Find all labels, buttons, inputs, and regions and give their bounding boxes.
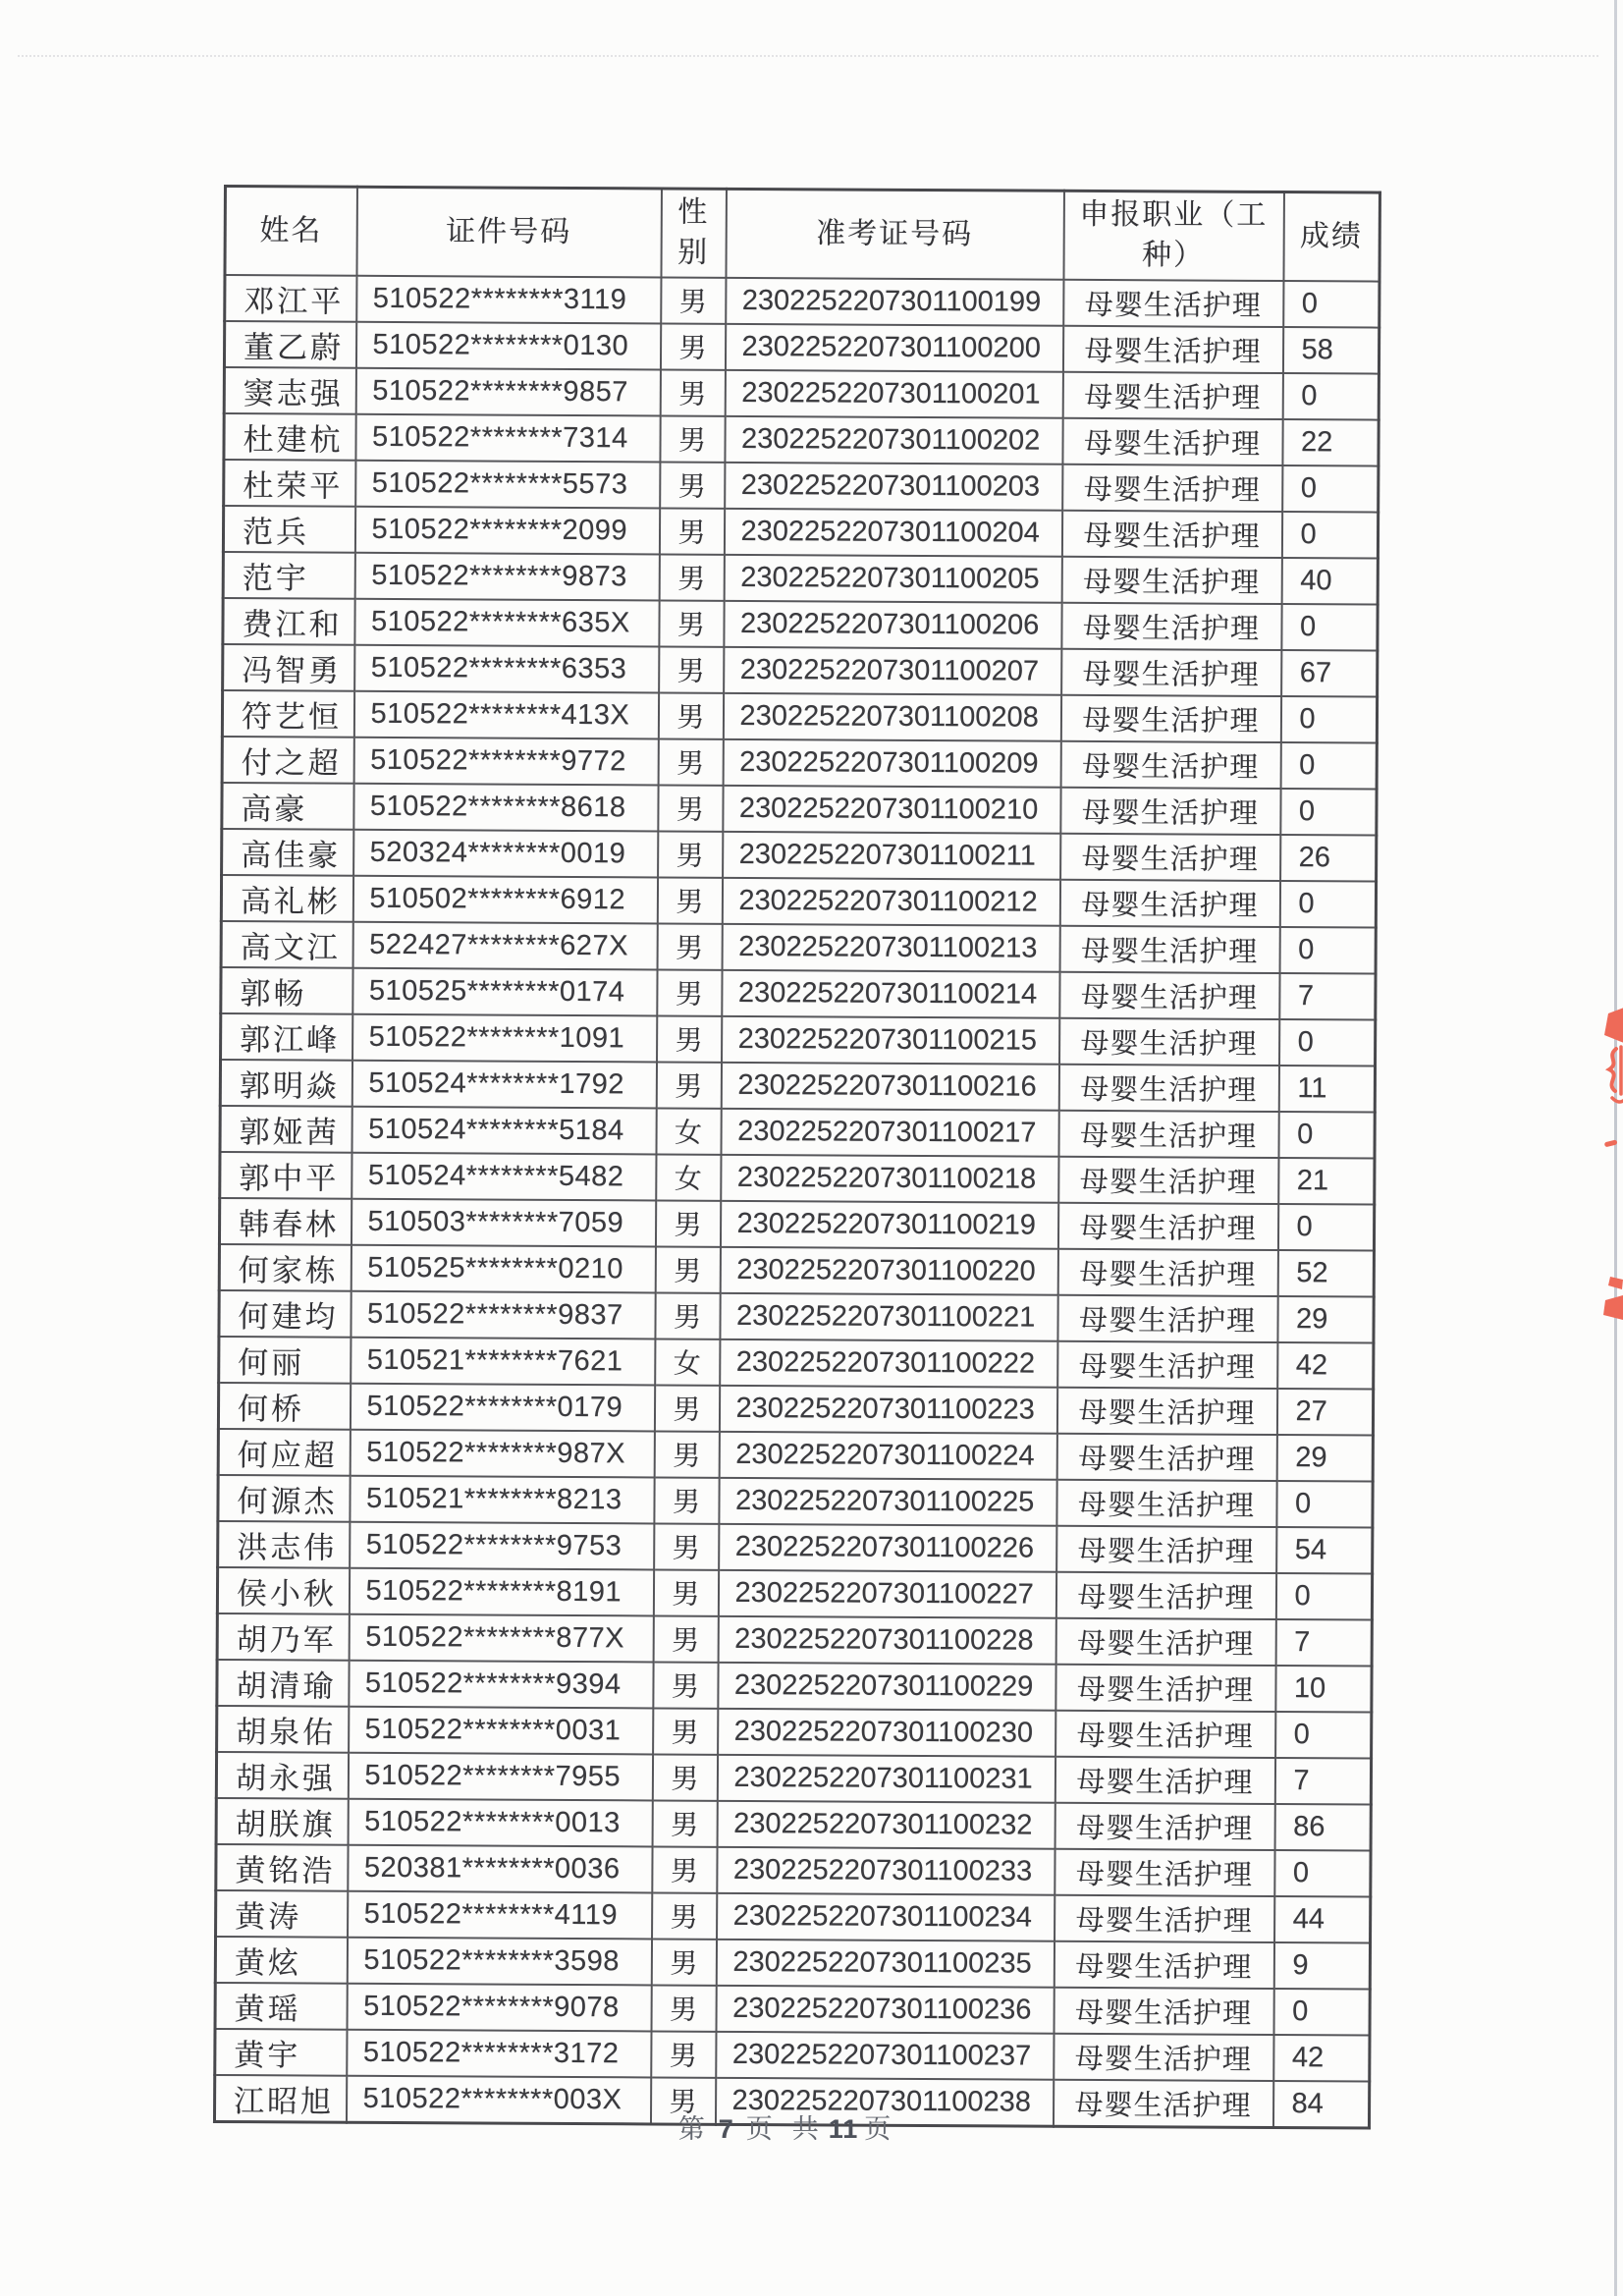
- cell-occupation: 母婴生活护理: [1061, 648, 1281, 695]
- table-row: [215, 1936, 1370, 1989]
- cell-score: 86: [1274, 1804, 1371, 1851]
- cell-score: 21: [1278, 1158, 1375, 1205]
- cell-name: 高文江: [221, 920, 352, 967]
- cell-score: 42: [1277, 1342, 1374, 1390]
- cell-name: 韩春林: [219, 1197, 351, 1244]
- header-ticket-number: 准考证号码: [726, 189, 1063, 279]
- cell-name: 黄瑶: [215, 1982, 347, 2029]
- cell-name: 高礼彬: [221, 874, 352, 921]
- cell-score: 0: [1277, 1204, 1374, 1251]
- cell-score: 29: [1277, 1296, 1374, 1343]
- red-seal-fragment: [1595, 1008, 1623, 1155]
- cell-name: 黄宇: [215, 2028, 347, 2075]
- cell-id-number: 510522********3119: [356, 275, 661, 323]
- cell-id-number: 510522********0031: [349, 1706, 653, 1754]
- cell-gender: 女: [655, 1339, 720, 1385]
- cell-gender: 男: [653, 1662, 718, 1708]
- cell-score: 0: [1275, 1573, 1372, 1620]
- cell-score: 26: [1280, 835, 1377, 882]
- cell-id-number: 510521********7621: [351, 1337, 655, 1385]
- cell-ticket-number: 2302252207301100219: [720, 1200, 1057, 1248]
- cell-name: 何丽: [219, 1336, 351, 1383]
- cell-name: 侯小秋: [217, 1566, 349, 1613]
- cell-id-number: 510524********5184: [352, 1106, 656, 1154]
- cell-score: 67: [1281, 650, 1378, 697]
- cell-ticket-number: 2302252207301100236: [716, 1985, 1054, 2033]
- cell-gender: 男: [654, 1523, 719, 1569]
- cell-ticket-number: 2302252207301100209: [723, 738, 1060, 787]
- cell-gender: 女: [656, 1108, 721, 1154]
- cell-gender: 男: [651, 1985, 716, 2031]
- cell-ticket-number: 2302252207301100221: [720, 1292, 1057, 1340]
- cell-occupation: 母婴生活护理: [1055, 1802, 1274, 1849]
- table-row: [224, 460, 1379, 513]
- cell-occupation: 母婴生活护理: [1055, 1894, 1274, 1941]
- cell-gender: 男: [654, 1431, 719, 1477]
- cell-ticket-number: 2302252207301100212: [722, 877, 1059, 925]
- cell-name: 郭中平: [220, 1151, 352, 1198]
- cell-score: 58: [1282, 327, 1379, 374]
- cell-occupation: 母婴生活护理: [1063, 279, 1283, 326]
- cell-score: 27: [1276, 1389, 1373, 1436]
- table-row: [224, 367, 1379, 420]
- cell-ticket-number: 2302252207301100207: [724, 646, 1061, 694]
- cell-occupation: 母婴生活护理: [1056, 1525, 1276, 1572]
- cell-score: 0: [1276, 1481, 1373, 1528]
- header-name: 姓名: [225, 187, 357, 276]
- cell-id-number: 510522********8618: [353, 783, 658, 831]
- cell-id-number: 510522********0130: [355, 321, 660, 369]
- cell-gender: 男: [653, 1569, 718, 1615]
- cell-ticket-number: 2302252207301100222: [720, 1339, 1057, 1387]
- cell-occupation: 母婴生活护理: [1060, 787, 1280, 834]
- cell-ticket-number: 2302252207301100225: [719, 1477, 1056, 1525]
- cell-ticket-number: 2302252207301100213: [722, 923, 1059, 971]
- scan-artifact-line: [18, 55, 1598, 57]
- cell-gender: 男: [660, 369, 725, 415]
- footer-total-word: 页: [864, 2114, 893, 2144]
- cell-name: 杜建杭: [224, 413, 355, 461]
- footer-total-pages: 11: [828, 2114, 859, 2144]
- cell-name: 郭娅茜: [220, 1105, 352, 1152]
- cell-name: 范兵: [223, 506, 354, 553]
- cell-score: 0: [1280, 742, 1377, 790]
- cell-name: 洪志伟: [218, 1520, 350, 1567]
- cell-score: 7: [1279, 973, 1376, 1020]
- cell-occupation: 母婴生活护理: [1055, 1710, 1275, 1757]
- cell-name: 费江和: [223, 598, 354, 645]
- cell-occupation: 母婴生活护理: [1057, 1294, 1277, 1341]
- cell-occupation: 母婴生活护理: [1057, 1202, 1277, 1249]
- cell-id-number: 510522********0179: [350, 1383, 654, 1431]
- cell-id-number: 510521********8213: [350, 1475, 654, 1523]
- cell-gender: 女: [656, 1154, 721, 1200]
- table-row: [223, 506, 1378, 559]
- cell-name: 江昭旭: [214, 2074, 346, 2121]
- table-row: [217, 1705, 1372, 1758]
- cell-id-number: 510522********6353: [354, 644, 659, 692]
- cell-occupation: 母婴生活护理: [1062, 417, 1282, 465]
- cell-gender: 男: [651, 2031, 716, 2077]
- cell-id-number: 510522********1091: [352, 1013, 657, 1062]
- cell-score: 42: [1273, 2034, 1370, 2081]
- cell-id-number: 510522********9078: [347, 1983, 651, 2031]
- cell-name: 胡乃军: [217, 1613, 349, 1660]
- cell-id-number: 510503********7059: [351, 1198, 655, 1246]
- cell-score: 7: [1274, 1758, 1371, 1805]
- header-score: 成绩: [1283, 192, 1380, 282]
- cell-name: 何应超: [218, 1428, 350, 1475]
- table-row: [220, 1105, 1375, 1158]
- cell-gender: 男: [656, 1062, 721, 1108]
- score-table: [213, 185, 1381, 2129]
- cell-score: 11: [1278, 1066, 1375, 1113]
- cell-occupation: 母婴生活护理: [1062, 464, 1282, 511]
- cell-ticket-number: 2302252207301100208: [723, 692, 1060, 740]
- cell-score: 84: [1272, 2080, 1369, 2127]
- cell-occupation: 母婴生活护理: [1053, 2079, 1272, 2127]
- cell-name: 胡泉佑: [217, 1705, 349, 1752]
- cell-name: 何桥: [218, 1382, 350, 1429]
- cell-id-number: 510524********1792: [352, 1060, 656, 1108]
- cell-gender: 男: [659, 554, 724, 600]
- cell-gender: 男: [655, 1246, 720, 1292]
- cell-score: 0: [1281, 512, 1378, 559]
- cell-gender: 男: [659, 646, 724, 692]
- cell-gender: 男: [660, 415, 725, 462]
- header-id-number: 证件号码: [356, 187, 661, 277]
- cell-id-number: 510502********6912: [352, 875, 657, 923]
- cell-name: 胡清瑜: [217, 1659, 349, 1706]
- table-row: [216, 1843, 1371, 1896]
- cell-gender: 男: [652, 1846, 717, 1892]
- cell-occupation: 母婴生活护理: [1055, 1848, 1274, 1895]
- table-row: [218, 1428, 1373, 1481]
- cell-score: 52: [1277, 1250, 1374, 1297]
- table-row: [216, 1797, 1371, 1850]
- cell-score: 10: [1275, 1666, 1372, 1713]
- cell-occupation: 母婴生活护理: [1054, 1987, 1273, 2034]
- cell-occupation: 母婴生活护理: [1061, 556, 1281, 603]
- cell-occupation: 母婴生活护理: [1054, 2033, 1273, 2080]
- table-row: [217, 1566, 1372, 1619]
- cell-occupation: 母婴生活护理: [1060, 694, 1280, 741]
- table-row: [219, 1197, 1374, 1250]
- cell-id-number: 510522********9394: [349, 1660, 653, 1708]
- cell-ticket-number: 2302252207301100235: [716, 1939, 1054, 1987]
- cell-name: 何源杰: [218, 1474, 350, 1521]
- cell-name: 高豪: [222, 782, 353, 829]
- cell-id-number: 510522********7314: [355, 413, 660, 462]
- table-row: [219, 1336, 1374, 1389]
- table-row: [222, 828, 1377, 881]
- cell-id-number: 510522********9753: [350, 1521, 654, 1569]
- table-row: [220, 1151, 1375, 1204]
- table-row: [221, 1012, 1376, 1066]
- cell-id-number: 510522********2099: [354, 506, 659, 554]
- table-row: [223, 552, 1378, 605]
- footer-page-number: 7: [718, 2114, 734, 2144]
- table-body: [214, 275, 1379, 2128]
- cell-id-number: 510522********4119: [348, 1890, 652, 1939]
- cell-ticket-number: 2302252207301100238: [715, 2077, 1053, 2125]
- table-row: [217, 1613, 1372, 1666]
- cell-ticket-number: 2302252207301100204: [724, 508, 1061, 556]
- cell-name: 黄涛: [216, 1889, 348, 1937]
- cell-score: 54: [1276, 1527, 1373, 1574]
- cell-occupation: 母婴生活护理: [1055, 1664, 1275, 1711]
- table-row: [222, 736, 1377, 789]
- cell-id-number: 510522********987X: [350, 1429, 654, 1477]
- cell-ticket-number: 2302252207301100218: [721, 1154, 1058, 1202]
- cell-id-number: 510522********9873: [354, 552, 659, 600]
- cell-gender: 男: [652, 1892, 717, 1939]
- table-row: [215, 1982, 1370, 2035]
- cell-id-number: 510522********635X: [354, 598, 659, 646]
- cell-ticket-number: 2302252207301100200: [725, 323, 1062, 371]
- cell-ticket-number: 2302252207301100223: [719, 1385, 1056, 1433]
- cell-id-number: 510522********9857: [355, 367, 660, 415]
- cell-gender: 男: [652, 1754, 717, 1800]
- cell-id-number: 510522********3172: [347, 2029, 651, 2077]
- cell-score: 0: [1275, 1712, 1372, 1759]
- cell-name: 高佳豪: [222, 828, 353, 875]
- cell-id-number: 522427********627X: [352, 921, 657, 969]
- red-seal-fragment: [1598, 1277, 1623, 1322]
- cell-ticket-number: 2302252207301100231: [717, 1754, 1055, 1802]
- cell-gender: 男: [651, 1939, 716, 1985]
- table-row: [215, 2028, 1370, 2081]
- cell-gender: 男: [652, 1800, 717, 1846]
- cell-score: 9: [1273, 1942, 1370, 1990]
- cell-id-number: 510522********003X: [346, 2075, 650, 2123]
- cell-gender: 男: [655, 1292, 720, 1339]
- cell-occupation: 母婴生活护理: [1058, 1156, 1278, 1203]
- cell-gender: 男: [661, 277, 726, 323]
- cell-ticket-number: 2302252207301100229: [718, 1662, 1055, 1710]
- cell-gender: 男: [660, 462, 725, 508]
- cell-occupation: 母婴生活护理: [1061, 602, 1281, 649]
- cell-name: 胡朕旗: [216, 1797, 348, 1844]
- cell-name: 胡永强: [216, 1751, 348, 1798]
- cell-score: 0: [1283, 281, 1380, 328]
- cell-ticket-number: 2302252207301100202: [725, 415, 1062, 464]
- cell-gender: 男: [657, 923, 722, 969]
- table-row: [221, 920, 1376, 973]
- cell-ticket-number: 2302252207301100199: [726, 277, 1063, 325]
- cell-id-number: 510525********0210: [351, 1244, 655, 1292]
- cell-gender: 男: [658, 831, 723, 877]
- cell-score: 22: [1282, 419, 1379, 466]
- cell-ticket-number: 2302252207301100220: [720, 1246, 1057, 1294]
- cell-ticket-number: 2302252207301100237: [716, 2031, 1054, 2079]
- cell-ticket-number: 2302252207301100228: [718, 1615, 1055, 1664]
- cell-ticket-number: 2302252207301100214: [722, 969, 1059, 1017]
- cell-ticket-number: 2302252207301100211: [723, 831, 1060, 879]
- cell-score: 0: [1280, 696, 1377, 743]
- cell-name: 冯智勇: [223, 644, 354, 691]
- cell-name: 郭明焱: [220, 1059, 352, 1106]
- cell-name: 付之超: [222, 736, 353, 783]
- cell-name: 郭畅: [221, 966, 352, 1013]
- score-table-wrapper: [213, 185, 1381, 2129]
- table-row: [216, 1751, 1371, 1804]
- cell-occupation: 母婴生活护理: [1055, 1756, 1274, 1803]
- cell-gender: 男: [653, 1615, 718, 1662]
- cell-gender: 男: [657, 877, 722, 923]
- cell-ticket-number: 2302252207301100203: [725, 462, 1062, 510]
- table-row: [223, 644, 1378, 697]
- cell-occupation: 母婴生活护理: [1058, 1110, 1278, 1157]
- cell-gender: 男: [659, 600, 724, 646]
- cell-occupation: 母婴生活护理: [1054, 1941, 1273, 1988]
- cell-id-number: 510525********0174: [352, 967, 657, 1015]
- cell-score: 0: [1279, 881, 1376, 928]
- cell-occupation: 母婴生活护理: [1060, 740, 1280, 788]
- cell-gender: 男: [655, 1200, 720, 1246]
- cell-name: 何建均: [219, 1289, 351, 1337]
- cell-ticket-number: 2302252207301100232: [717, 1800, 1055, 1848]
- cell-name: 范宇: [223, 552, 354, 599]
- cell-name: 窦志强: [224, 367, 355, 414]
- cell-ticket-number: 2302252207301100201: [725, 369, 1062, 417]
- cell-gender: 男: [654, 1385, 719, 1431]
- table-row: [218, 1382, 1373, 1435]
- footer-page-word: 页: [745, 2114, 775, 2144]
- cell-ticket-number: 2302252207301100233: [717, 1846, 1055, 1894]
- cell-occupation: 母婴生活护理: [1061, 510, 1281, 557]
- cell-ticket-number: 2302252207301100210: [723, 785, 1060, 833]
- cell-id-number: 510522********413X: [353, 690, 658, 738]
- footer-prefix: 第: [677, 2114, 707, 2144]
- cell-occupation: 母婴生活护理: [1057, 1248, 1277, 1295]
- cell-ticket-number: 2302252207301100230: [718, 1708, 1055, 1756]
- cell-gender: 男: [660, 323, 725, 369]
- page-footer: [609, 2107, 962, 2146]
- table-row: [222, 782, 1377, 835]
- table-row: [216, 1889, 1371, 1942]
- cell-name: 何家栋: [219, 1243, 351, 1290]
- cell-occupation: 母婴生活护理: [1059, 879, 1279, 926]
- cell-ticket-number: 2302252207301100234: [717, 1892, 1055, 1941]
- cell-occupation: 母婴生活护理: [1058, 1064, 1278, 1111]
- cell-occupation: 母婴生活护理: [1057, 1340, 1277, 1388]
- cell-score: 0: [1282, 373, 1379, 420]
- cell-ticket-number: 2302252207301100215: [722, 1015, 1059, 1064]
- cell-gender: 男: [650, 2077, 715, 2124]
- cell-occupation: 母婴生活护理: [1062, 371, 1282, 418]
- table-row: [219, 1243, 1374, 1296]
- cell-score: 0: [1278, 1112, 1375, 1159]
- cell-score: 7: [1275, 1619, 1372, 1667]
- cell-ticket-number: 2302252207301100206: [724, 600, 1061, 648]
- table-row: [218, 1520, 1373, 1573]
- cell-name: 郭江峰: [221, 1012, 352, 1060]
- cell-gender: 男: [658, 692, 723, 738]
- cell-gender: 男: [653, 1708, 718, 1754]
- cell-occupation: 母婴生活护理: [1060, 833, 1280, 880]
- cell-score: 0: [1281, 604, 1378, 651]
- cell-occupation: 母婴生活护理: [1059, 925, 1279, 972]
- table-row: [217, 1659, 1372, 1712]
- table-row: [224, 321, 1379, 374]
- cell-occupation: 母婴生活护理: [1055, 1617, 1275, 1665]
- footer-total-prefix: 共: [791, 2114, 821, 2144]
- cell-name: 董乙蔚: [224, 321, 355, 368]
- cell-id-number: 510522********5573: [355, 460, 660, 508]
- cell-name: 黄铭浩: [216, 1843, 348, 1890]
- cell-id-number: 520381********0036: [348, 1844, 652, 1892]
- cell-ticket-number: 2302252207301100205: [724, 554, 1061, 602]
- table-row: [219, 1289, 1374, 1342]
- cell-name: 黄炫: [215, 1936, 347, 1983]
- cell-occupation: 母婴生活护理: [1062, 325, 1282, 372]
- cell-id-number: 510524********5482: [352, 1152, 656, 1200]
- cell-id-number: 510522********0013: [348, 1798, 652, 1846]
- cell-occupation: 母婴生活护理: [1055, 1571, 1275, 1618]
- cell-score: 40: [1281, 558, 1378, 605]
- cell-id-number: 520324********0019: [353, 829, 658, 877]
- table-row: [220, 1059, 1375, 1112]
- cell-id-number: 510522********3598: [347, 1937, 651, 1985]
- cell-name: 杜荣平: [224, 460, 355, 507]
- cell-score: 44: [1274, 1896, 1371, 1943]
- cell-occupation: 母婴生活护理: [1059, 1017, 1279, 1065]
- cell-occupation: 母婴生活护理: [1059, 971, 1279, 1018]
- cell-ticket-number: 2302252207301100217: [721, 1108, 1058, 1156]
- cell-ticket-number: 2302252207301100216: [721, 1062, 1058, 1110]
- cell-id-number: 510522********9772: [353, 737, 658, 785]
- cell-gender: 男: [658, 785, 723, 831]
- cell-ticket-number: 2302252207301100226: [719, 1523, 1056, 1571]
- table-row: [222, 690, 1377, 743]
- table-row: [218, 1474, 1373, 1527]
- cell-occupation: 母婴生活护理: [1056, 1433, 1276, 1480]
- cell-gender: 男: [659, 508, 724, 554]
- header-occupation: 申报职业（工 种）: [1063, 191, 1283, 280]
- cell-score: 29: [1276, 1435, 1373, 1482]
- cell-gender: 男: [654, 1477, 719, 1523]
- cell-score: 0: [1279, 1019, 1376, 1066]
- cell-ticket-number: 2302252207301100224: [719, 1431, 1056, 1479]
- table-row: [225, 275, 1380, 328]
- table-row: [224, 413, 1379, 466]
- cell-id-number: 510522********9837: [351, 1290, 655, 1339]
- table-row: [223, 598, 1378, 651]
- cell-score: 0: [1282, 465, 1379, 513]
- cell-occupation: 母婴生活护理: [1056, 1387, 1276, 1434]
- cell-score: 0: [1280, 789, 1377, 836]
- cell-score: 0: [1274, 1850, 1371, 1897]
- header-gender: 性 别: [661, 189, 727, 277]
- cell-id-number: 510522********7955: [348, 1752, 652, 1800]
- cell-name: 邓江平: [225, 275, 356, 322]
- table-row: [221, 966, 1376, 1019]
- cell-id-number: 510522********8191: [349, 1567, 653, 1615]
- table-row: [221, 874, 1376, 927]
- cell-name: 符艺恒: [222, 690, 353, 738]
- cell-score: 0: [1279, 927, 1376, 974]
- cell-id-number: 510522********877X: [349, 1613, 653, 1662]
- cell-gender: 男: [658, 738, 723, 785]
- cell-ticket-number: 2302252207301100227: [718, 1569, 1055, 1617]
- cell-occupation: 母婴生活护理: [1056, 1479, 1276, 1526]
- cell-gender: 男: [657, 1015, 722, 1062]
- table-header-row: [225, 187, 1380, 282]
- cell-gender: 男: [657, 969, 722, 1015]
- cell-score: 0: [1273, 1989, 1370, 2036]
